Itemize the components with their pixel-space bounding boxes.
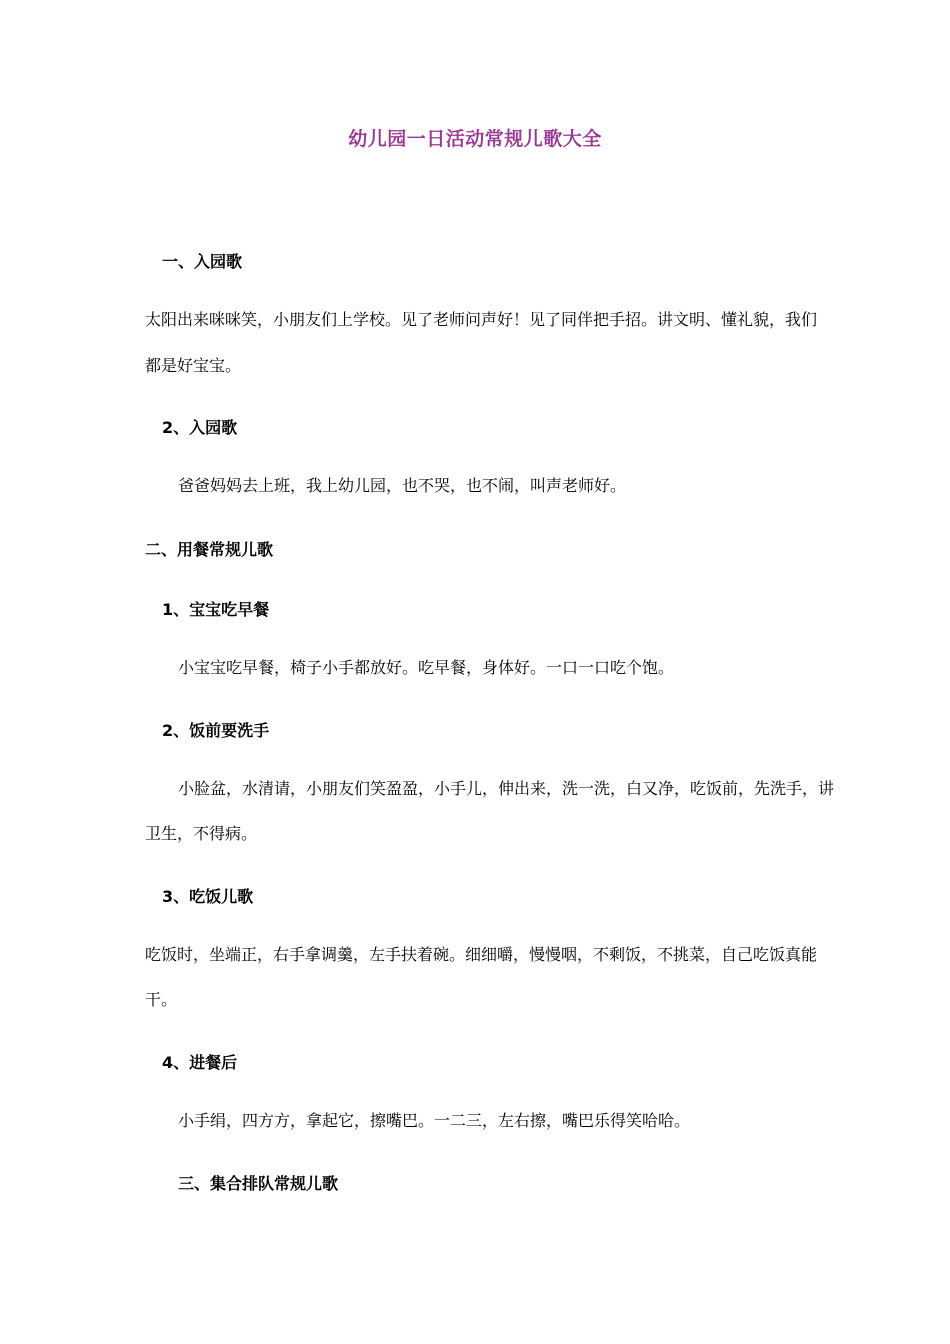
paragraph-breakfast: 小宝宝吃早餐，椅子小手都放好。吃早餐，身体好。一口一口吃个饱。	[178, 658, 675, 677]
subsection-heading-after-meal: 4、进餐后	[162, 1053, 238, 1072]
subsection-heading-wash-hands: 2、饭前要洗手	[162, 721, 270, 740]
paragraph-eating-song-line2: 干。	[145, 990, 178, 1009]
paragraph-entry-song-2: 爸爸妈妈去上班，我上幼儿园，也不哭，也不闹，叫声老师好。	[178, 476, 627, 495]
section-heading-entry-song-2: 2、入园歌	[162, 418, 238, 437]
paragraph-eating-song-line1: 吃饭时，坐端正，右手拿调羹，左手扶着碗。细细嚼，慢慢咽，不剩饭，不挑菜，自己吃饭真能	[145, 945, 818, 964]
subsection-heading-breakfast: 1、宝宝吃早餐	[162, 600, 270, 619]
section-heading-meal-rules: 二、用餐常规儿歌	[145, 540, 274, 559]
paragraph-after-meal: 小手绢，四方方，拿起它，擦嘴巴。一二三，左右擦，嘴巴乐得笑哈哈。	[178, 1111, 691, 1130]
paragraph-wash-hands-line1: 小脸盆，水清请，小朋友们笑盈盈，小手儿，伸出来，洗一洗，白又净，吃饭前，先洗手，讲	[178, 779, 835, 798]
document-title: 幼儿园一日活动常规儿歌大全	[348, 128, 602, 150]
paragraph-entry-song-line2: 都是好宝宝。	[145, 356, 242, 375]
paragraph-wash-hands-line2: 卫生，不得病。	[145, 824, 258, 843]
subsection-heading-eating-song: 3、吃饭儿歌	[162, 887, 254, 906]
paragraph-entry-song-line1: 太阳出来咪咪笑，小朋友们上学校。见了老师问声好！见了同伴把手招。讲文明、懂礼貌，我们	[145, 310, 818, 329]
section-heading-lineup-rules: 三、集合排队常规儿歌	[178, 1174, 339, 1193]
section-heading-entry-song: 一、入园歌	[162, 252, 243, 271]
